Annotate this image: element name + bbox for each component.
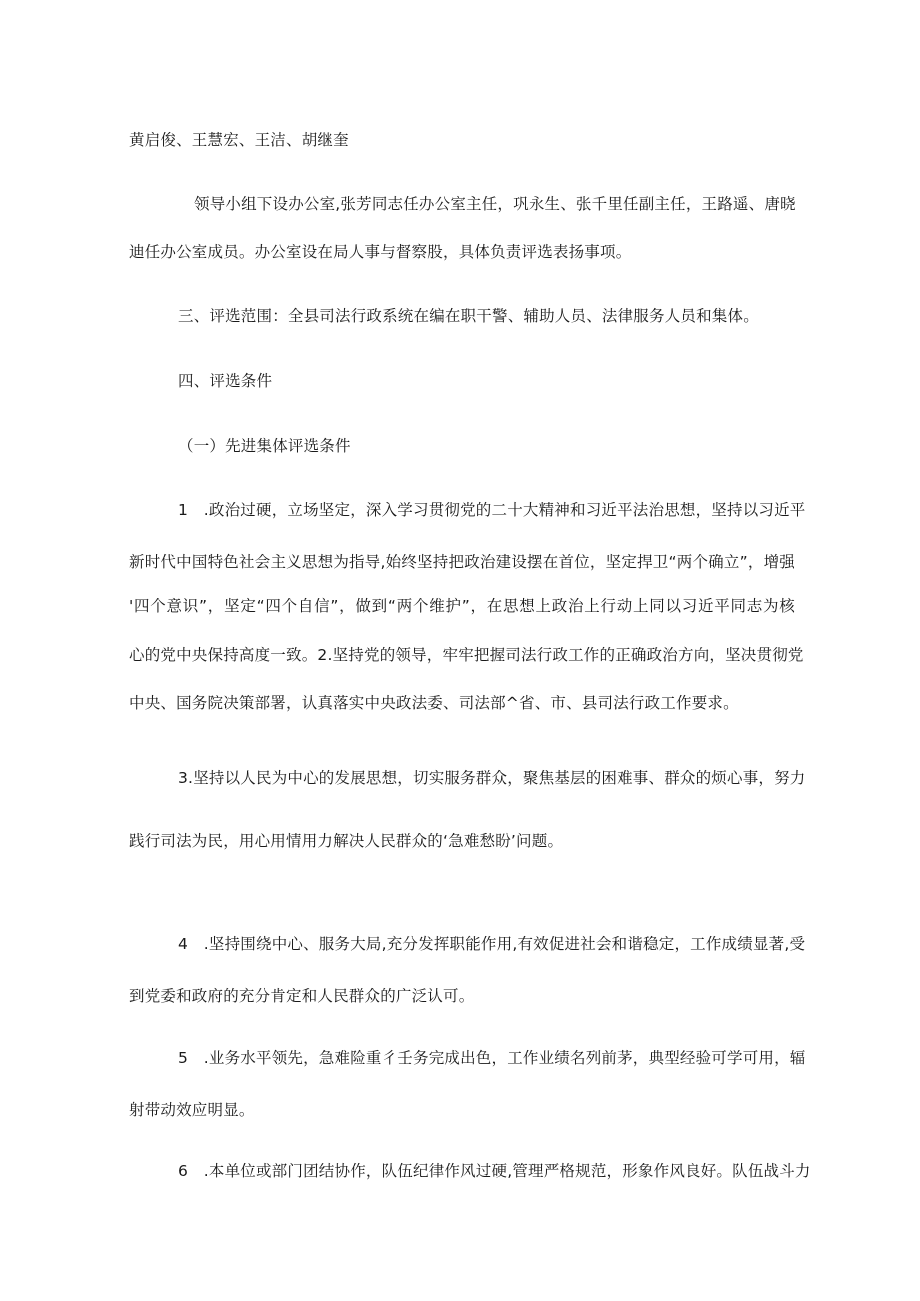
subsection-heading: （一）先进集体评选条件 — [178, 437, 351, 455]
text-line: 心的党中央保持高度一致。2.坚持党的领导，牢牢把握司法行政工作的正确政治方向，坚决贯彻党 — [129, 646, 804, 664]
text-line: 射带动效应明显。 — [129, 1101, 255, 1119]
text-line: 3.坚持以人民为中心的发展思想，切实服务群众，聚焦基层的困难事、群众的烦心事，努力 — [178, 769, 806, 787]
text-line: 到党委和政府的充分肯定和人民群众的广泛认可。 — [129, 987, 475, 1005]
text-line: 践行司法为民，用心用情用力解决人民群众的‘急难愁盼’问题。 — [129, 832, 564, 850]
text-line: 黄启俊、王慧宏、王洁、胡继奎 — [129, 131, 349, 149]
text-line: '四个意识”，坚定“四个自信”，做到“两个维护”，在思想上政治上行动上同以习近平同志为核 — [129, 597, 795, 615]
text-line: 新时代中国特色社会主义思想为指导,始终坚持把政治建设摆在首位，坚定捍卫“两个确立”，增强 — [129, 553, 795, 571]
text-line: 领导小组下设办公室,张芳同志任办公室主任，巩永生、张千里任副主任，王路遥、唐晓 — [194, 195, 796, 213]
text-line: 6 .本单位或部门团结协作，队伍纪律作风过硬,管理严格规范，形象作风良好。队伍战斗力 — [178, 1162, 811, 1180]
text-line: 1 .政治过硬，立场坚定，深入学习贯彻党的二十大精神和习近平法治思想，坚持以习近平 — [178, 501, 806, 519]
section-heading: 三、评选范围：全县司法行政系统在编在职干警、辅助人员、法律服务人员和集体。 — [178, 307, 759, 325]
section-heading: 四、评选条件 — [178, 372, 273, 390]
text-line: 5 .业务水平领先，急难险重彳壬务完成出色，工作业绩名列前茅，典型经验可学可用，辐 — [178, 1049, 806, 1067]
text-line: 4 .坚持围绕中心、服务大局,充分发挥职能作用,有效促进社会和谐稳定，工作成绩显著,受 — [178, 935, 806, 953]
text-line: 中央、国务院决策部署，认真落实中央政法委、司法部^省、市、县司法行政工作要求。 — [129, 694, 739, 712]
text-line: 迪任办公室成员。办公室设在局人事与督察股，具体负责评选表扬事项。 — [129, 243, 632, 261]
